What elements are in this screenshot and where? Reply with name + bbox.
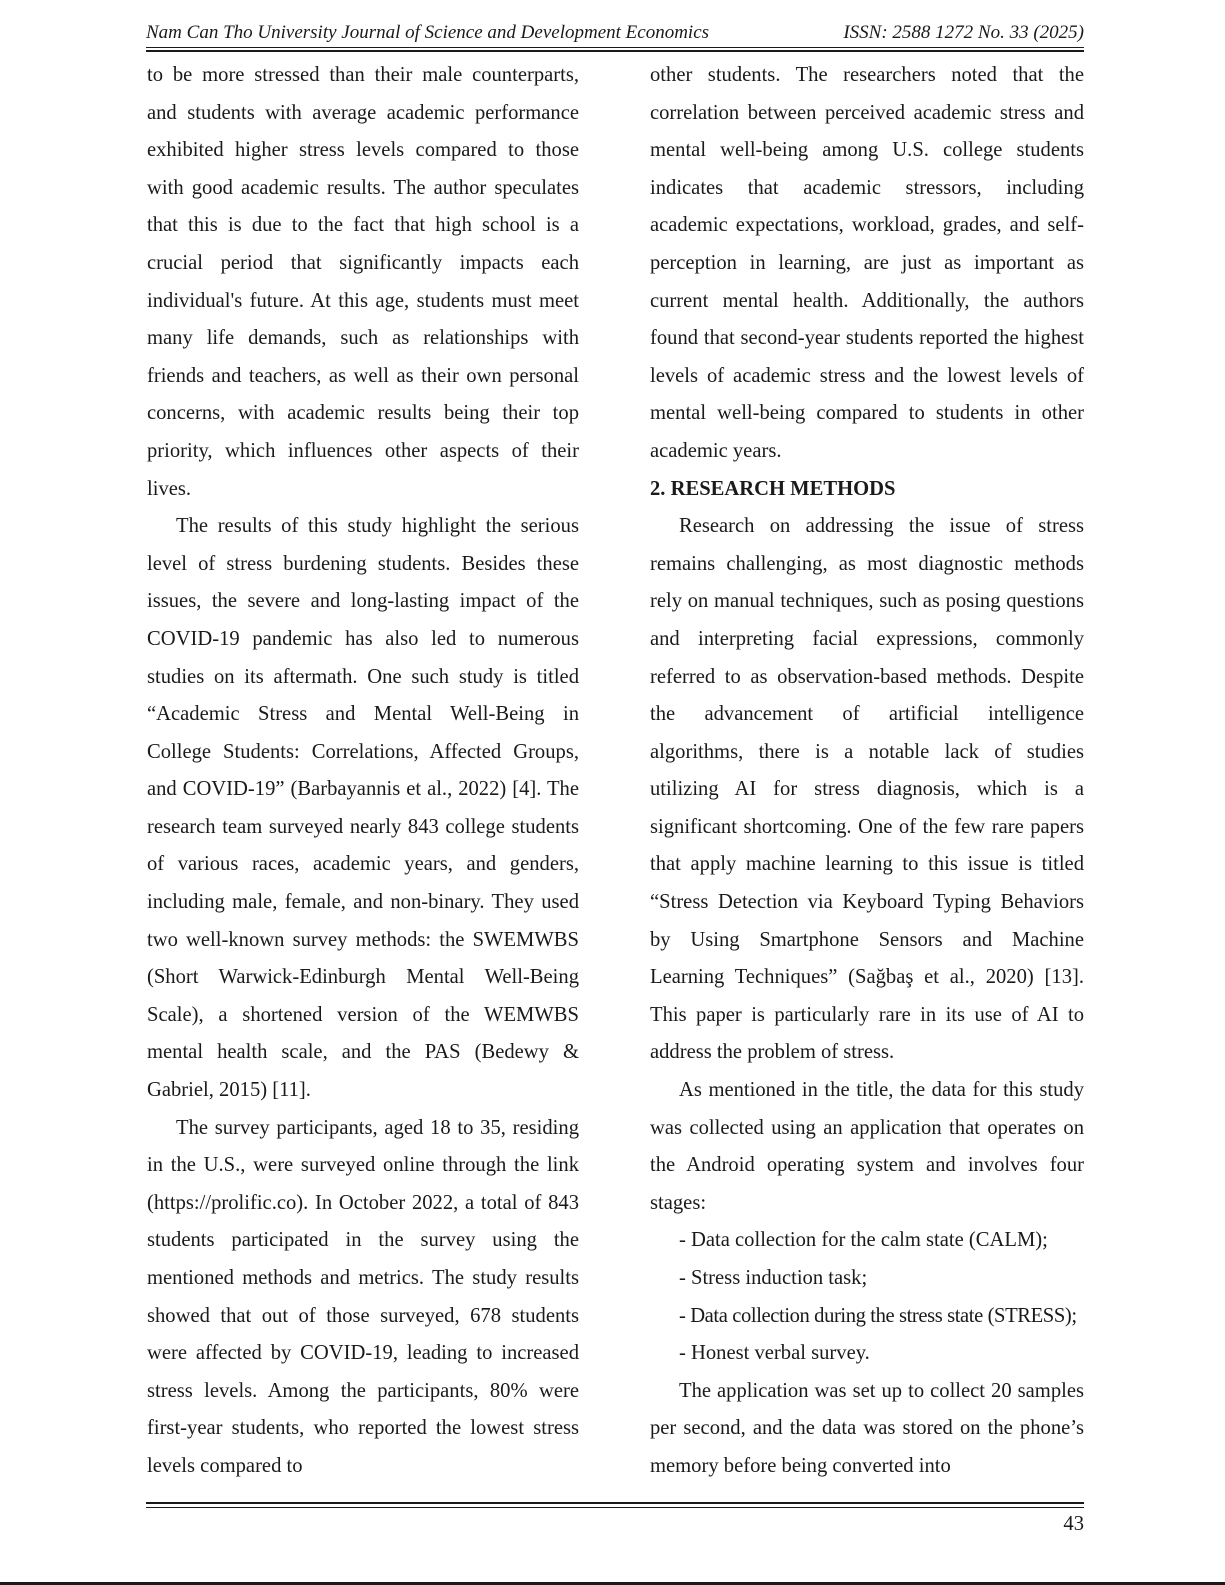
paragraph: The application was set up to collect 20 samples per second, and the data was stored on the phone’s memory before being converted into — [650, 1379, 1084, 1477]
footer-rule — [146, 1502, 1084, 1508]
right-column — [650, 57, 1084, 1486]
journal-title: Nam Can Tho University Journal of Science and Development Economics — [146, 22, 710, 43]
running-header — [146, 20, 1084, 46]
list-item: - Data collection for the calm state (CALM); — [679, 1229, 1048, 1252]
paragraph: As mentioned in the title, the data for this study was collected using an application that operates on the Android operating system and involves four stages: — [650, 1079, 1084, 1214]
page-number: 43 — [1063, 1513, 1084, 1535]
paragraph: other students. The researchers noted that the correlation between perceived academic stress and mental well-being among U.S. college students indicates that academic stressors, including academic expectations, workload, grades, and self-perception in learning, are just as important as current mental health. Additionally, the authors found that second-year students reported the highest levels of academic stress and the lowest levels of mental well-being compared to students in other academic years. — [650, 64, 1084, 462]
issn-issue: ISSN: 2588 1272 No. 33 (2025) — [843, 22, 1084, 43]
paragraph: Research on addressing the issue of stress remains challenging, as most diagnostic methods rely on manual techniques, such as posing questions and interpreting facial expressions, commonly referred to as observation-based methods. Despite the advancement of artificial intelligence algorithms, there is a notable lack of studies utilizing AI for stress diagnosis, which is a significant shortcoming. One of the few rare papers that apply machine learning to this issue is titled “Stress Detection via Keyboard Typing Behaviors by Using Smartphone Sensors and Machine Learning Techniques” (Sağbaş et al., 2020) [13]. This paper is particularly rare in its use of AI to address the problem of stress. — [650, 515, 1084, 1064]
list-item: - Stress induction task; — [679, 1267, 868, 1289]
list-item: - Data collection during the stress state (STRESS); — [679, 1304, 1077, 1327]
header-rule — [146, 47, 1084, 52]
left-column — [147, 57, 579, 1486]
paragraph: The survey participants, aged 18 to 35, residing in the U.S., were surveyed online through the link (https://prolific.co). In October 2022, a total of 843 students participated in the survey using the mentioned methods and metrics. The study results showed that out of those surveyed, 678 students were affected by COVID-19, leading to increased stress levels. Among the participants, 80% were first-year students, who reported the lowest stress levels compared to — [147, 1116, 579, 1477]
section-heading: 2. RESEARCH METHODS — [650, 477, 896, 500]
paragraph: The results of this study highlight the serious level of stress burdening students. Besides these issues, the severe and long-lasting impact of the COVID-19 pandemic has also led to numerous studies on its aftermath. One such study is titled “Academic Stress and Mental Well-Being in College Students: Correlations, Affected Groups, and COVID-19” (Barbayannis et al., 2022) [4]. The research team surveyed nearly 843 college students of various races, academic years, and genders, including male, female, and non-binary. They used two well-known survey methods: the SWEMWBS (Short Warwick-Edinburgh Mental Well-Being Scale), a shortened version of the WEMWBS mental health scale, and the PAS (Bedewy & Gabriel, 2015) [11]. — [147, 515, 579, 1102]
list-item: - Honest verbal survey. — [679, 1342, 870, 1365]
paragraph: to be more stressed than their male counterparts, and students with average academic performance exhibited higher stress levels compared to those with good academic results. The author speculates that this is due to the fact that high school is a crucial period that significantly impacts each individual's future. At this age, students must meet many life demands, such as relationships with friends and teachers, as well as their own personal concerns, with academic results being their top priority, which influences other aspects of their lives. — [147, 64, 579, 500]
